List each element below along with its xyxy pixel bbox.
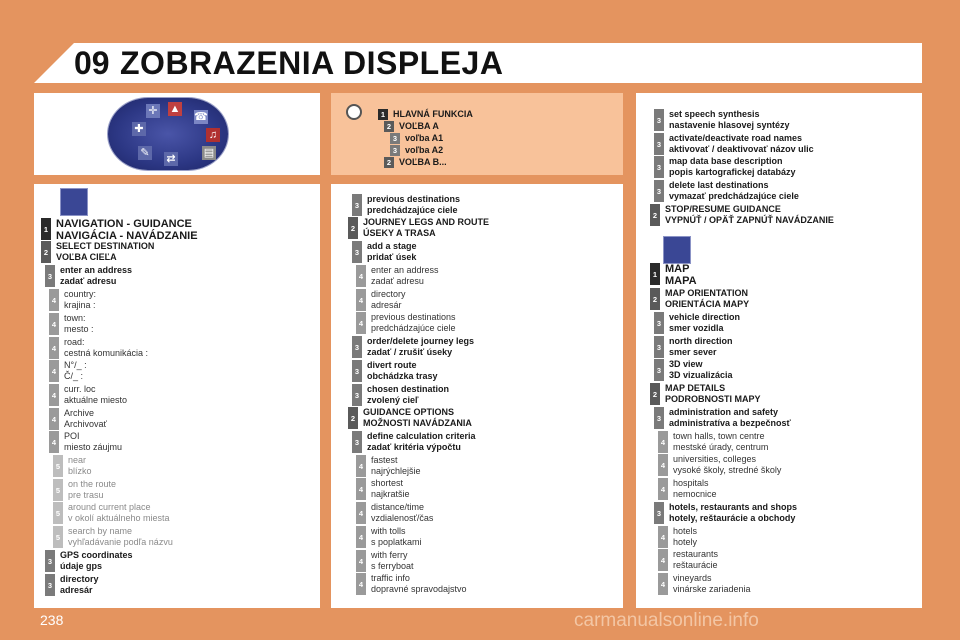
- menu-entry: [356, 455, 421, 477]
- main-function-label: HLAVNÁ FUNKCIA: [393, 109, 473, 119]
- level-badge: 4: [356, 455, 366, 477]
- main-function-label: VOĽBA B...: [399, 157, 447, 167]
- config-icon: ▤: [203, 147, 215, 159]
- menu-entry-label: divert route obchádzka trasy: [367, 360, 438, 381]
- menu-entry-label: MAP DETAILS PODROBNOSTI MAPY: [665, 383, 761, 404]
- menu-entry: [352, 384, 449, 406]
- menu-entry: [53, 502, 170, 524]
- menu-entry-label: town: mesto :: [64, 313, 94, 334]
- level-badge: 3: [654, 109, 664, 131]
- traffic-icon: ⇄: [164, 152, 178, 166]
- menu-entry: [356, 550, 414, 572]
- menu-entry: [650, 204, 834, 226]
- level-badge: 3: [352, 241, 362, 263]
- menu-entry: [49, 337, 148, 359]
- level-badge: 4: [356, 289, 366, 311]
- main-function-entry: [384, 121, 439, 132]
- menu-entry: [654, 133, 814, 155]
- menu-entry-label: hospitals nemocnice: [673, 478, 717, 499]
- chapter-number: 09: [74, 45, 110, 81]
- level-badge: 3: [45, 550, 55, 572]
- menu-entry-label: on the route pre trasu: [68, 479, 117, 500]
- menu-entry-label: GUIDANCE OPTIONS MOŽNOSTI NAVÁDZANIA: [363, 407, 472, 428]
- level-badge: 2: [41, 241, 51, 263]
- level-badge: 4: [658, 431, 668, 453]
- level-badge: 4: [658, 478, 668, 500]
- menu-entry: [356, 265, 439, 287]
- level-badge: 3: [45, 265, 55, 287]
- menu-entry-label: fastest najrýchlejšie: [371, 455, 421, 476]
- menu-entry-label: road: cestná komunikácia :: [64, 337, 149, 358]
- watermark: carmanualsonline.info: [574, 610, 759, 631]
- level-badge: 1: [41, 218, 51, 240]
- menu-entry-label: MAP MAPA: [665, 263, 697, 287]
- page-title: ZOBRAZENIA DISPLEJA: [120, 45, 504, 81]
- menu-entry: [658, 478, 717, 500]
- menu-entry: [650, 263, 697, 287]
- menu-entry: [53, 526, 173, 548]
- level-badge: 4: [49, 337, 59, 359]
- level-badge: 3: [352, 194, 362, 216]
- menu-entry: [658, 454, 781, 476]
- level-badge: 5: [53, 526, 63, 548]
- level-badge: 3: [654, 133, 664, 155]
- menu-entry-label: near blízko: [68, 455, 92, 476]
- phone-icon: ☎: [194, 111, 208, 123]
- menu-entry-label: Archive Archivovať: [64, 408, 107, 429]
- menu-entry: [352, 336, 474, 358]
- main-menu-screenshot: [108, 98, 228, 170]
- level-badge: 1: [378, 109, 388, 120]
- menu-entry-label: activate/deactivate road names aktivovať / deaktivovať názov ulic: [669, 133, 814, 154]
- menu-entry: [49, 408, 107, 430]
- menu-entry-label: curr. loc aktuálne miesto: [64, 384, 128, 405]
- main-function-entry: [384, 157, 447, 168]
- level-badge: 3: [352, 360, 362, 382]
- menu-entry-label: 3D view 3D vizualizácia: [669, 359, 733, 380]
- menu-entry-label: previous destinations predchádzajúce ciele: [367, 194, 461, 215]
- level-badge: 4: [49, 431, 59, 453]
- menu-entry-label: GPS coordinates údaje gps: [60, 550, 133, 571]
- level-badge: 4: [356, 265, 366, 287]
- level-badge: 3: [654, 312, 664, 334]
- level-badge: 3: [352, 384, 362, 406]
- menu-entry-label: hotels hotely: [673, 526, 698, 547]
- level-badge: 2: [384, 157, 394, 168]
- media-icon: ♫: [206, 128, 220, 142]
- menu-entry: [53, 455, 92, 477]
- menu-entry-label: define calculation criteria zadať kritéria výpočtu: [367, 431, 476, 452]
- level-badge: 4: [49, 289, 59, 311]
- menu-entry-label: order/delete journey legs zadať / zrušiť úseky: [367, 336, 475, 357]
- menu-entry-label: with ferry s ferryboat: [371, 550, 414, 571]
- menu-entry: [356, 502, 433, 524]
- menu-entry-label: enter an address zadať adresu: [371, 265, 439, 286]
- menu-entry: [654, 312, 740, 334]
- menu-entry: [53, 479, 116, 501]
- level-badge: 3: [390, 133, 400, 144]
- menu-entry-label: administration and safety administratíva a bezpečnosť: [669, 407, 791, 428]
- menu-entry-label: set speech synthesis nastavenie hlasovej syntézy: [669, 109, 790, 130]
- menu-entry-label: traffic info dopravné spravodajstvo: [371, 573, 467, 594]
- map-icon-large: [663, 236, 691, 264]
- menu-entry: [45, 265, 132, 287]
- menu-entry-label: MAP ORIENTATION ORIENTÁCIA MAPY: [665, 288, 750, 309]
- menu-entry: [356, 312, 456, 334]
- menu-entry: [654, 359, 733, 381]
- level-badge: 3: [654, 502, 664, 524]
- page-number: 238: [40, 612, 64, 628]
- menu-entry: [41, 218, 198, 242]
- tools-icon: ✎: [138, 146, 152, 160]
- menu-entry-label: country: krajina :: [64, 289, 97, 310]
- level-badge: 4: [356, 478, 366, 500]
- menu-entry: [41, 241, 154, 263]
- menu-entry: [654, 180, 799, 202]
- menu-entry-label: with tolls s poplatkami: [371, 526, 422, 547]
- menu-entry-label: chosen destination zvolený cieľ: [367, 384, 450, 405]
- level-badge: 4: [356, 312, 366, 334]
- menu-entry: [650, 383, 761, 405]
- menu-entry: [352, 241, 417, 263]
- level-badge: 1: [650, 263, 660, 285]
- menu-entry: [45, 550, 133, 572]
- menu-entry-label: search by name vyhľadávanie podľa názvu: [68, 526, 173, 547]
- level-badge: 2: [650, 383, 660, 405]
- menu-entry-label: directory adresár: [371, 289, 406, 310]
- menu-entry-label: town halls, town centre mestské úrady, centrum: [673, 431, 769, 452]
- menu-entry-label: SELECT DESTINATION VOĽBA CIEĽA: [56, 241, 155, 262]
- level-badge: 3: [654, 407, 664, 429]
- level-badge: 5: [53, 479, 63, 501]
- level-badge: 4: [658, 549, 668, 571]
- level-badge: 2: [650, 204, 660, 226]
- menu-entry-label: N°/_ : Č/_ :: [64, 360, 87, 381]
- menu-entry: [352, 194, 460, 216]
- menu-entry: [348, 217, 489, 239]
- menu-entry: [654, 407, 791, 429]
- menu-entry: [654, 502, 797, 524]
- level-badge: 2: [650, 288, 660, 310]
- level-badge: 2: [348, 407, 358, 429]
- level-badge: 3: [654, 336, 664, 358]
- menu-entry-label: add a stage pridať úsek: [367, 241, 417, 262]
- menu-entry: [356, 526, 422, 548]
- level-badge: 4: [356, 526, 366, 548]
- menu-entry-label: vehicle direction smer vozidla: [669, 312, 741, 333]
- menu-entry: [49, 431, 122, 453]
- menu-entry: [49, 360, 87, 382]
- navigation-guidance-icon: [60, 188, 88, 216]
- menu-entry-label: shortest najkratšie: [371, 478, 410, 499]
- menu-entry-label: enter an address zadať adresu: [60, 265, 133, 286]
- menu-entry-label: NAVIGATION - GUIDANCE NAVIGÁCIA - NAVÁDZANIE: [56, 218, 198, 242]
- menu-entry-label: STOP/RESUME GUIDANCE VYPNÚŤ / OPÄŤ ZAPNÚŤ NAVÁDZANIE: [665, 204, 834, 225]
- menu-entry-label: delete last destinations vymazať predchádzajúce ciele: [669, 180, 799, 201]
- menu-entry: [654, 109, 790, 131]
- main-function-panel: [331, 93, 623, 175]
- menu-entry-label: north direction smer sever: [669, 336, 733, 357]
- menu-entry: [654, 336, 733, 358]
- level-badge: 2: [348, 217, 358, 239]
- menu-entry-label: vineyards vinárske zariadenia: [673, 573, 751, 594]
- menu-entry: [658, 431, 768, 453]
- level-badge: 4: [49, 384, 59, 406]
- main-function-entry: [378, 109, 473, 120]
- level-badge: 3: [654, 359, 664, 381]
- menu-entry-label: JOURNEY LEGS AND ROUTE ÚSEKY A TRASA: [363, 217, 490, 238]
- menu-entry: [658, 526, 697, 548]
- menu-entry-label: POI miesto záujmu: [64, 431, 123, 452]
- menu-entry-label: previous destinations predchádzajúce ciele: [371, 312, 456, 333]
- level-badge: 3: [390, 145, 400, 156]
- level-badge: 4: [658, 573, 668, 595]
- level-badge: 3: [654, 180, 664, 202]
- level-badge: 5: [53, 455, 63, 477]
- menu-entry: [348, 407, 472, 429]
- menu-entry-label: directory adresár: [60, 574, 99, 595]
- main-function-label: voľba A1: [405, 133, 444, 143]
- menu-entry: [49, 313, 94, 335]
- menu-entry: [352, 360, 438, 382]
- level-badge: 4: [356, 573, 366, 595]
- menu-entry-label: map data base description popis kartografickej databázy: [669, 156, 796, 177]
- level-badge: 3: [654, 156, 664, 178]
- map-icon: ✚: [132, 122, 146, 136]
- level-badge: 3: [352, 336, 362, 358]
- menu-entry: [356, 478, 410, 500]
- menu-entry: [650, 288, 749, 310]
- menu-entry-label: universities, colleges vysoké školy, stredné školy: [673, 454, 782, 475]
- main-function-label: VOĽBA A: [399, 121, 439, 131]
- menu-entry: [654, 156, 796, 178]
- main-function-entry: [390, 145, 443, 156]
- level-badge: 3: [45, 574, 55, 596]
- level-badge: 4: [49, 313, 59, 335]
- menu-entry: [356, 289, 406, 311]
- menu-entry: [49, 289, 96, 311]
- menu-entry-label: distance/time vzdialenosť/čas: [371, 502, 434, 523]
- level-badge: 4: [49, 408, 59, 430]
- menu-entry: [356, 573, 467, 595]
- menu-entry: [49, 384, 127, 406]
- level-badge: 4: [356, 550, 366, 572]
- menu-entry-label: hotels, restaurants and shops hotely, reštaurácie a obchody: [669, 502, 798, 523]
- level-badge: 4: [658, 526, 668, 548]
- warning-icon: ▲: [169, 103, 181, 115]
- menu-entry: [45, 574, 99, 596]
- menu-entry-label: around current place v okolí aktuálneho miesta: [68, 502, 170, 523]
- level-badge: 4: [49, 360, 59, 382]
- main-function-label: voľba A2: [405, 145, 444, 155]
- menu-entry: [658, 573, 751, 595]
- level-badge: 4: [658, 454, 668, 476]
- navigation-icon: ✛: [146, 104, 160, 118]
- level-badge: 4: [356, 502, 366, 524]
- menu-entry-label: restaurants reštaurácie: [673, 549, 719, 570]
- level-badge: 3: [352, 431, 362, 453]
- main-function-entry: [390, 133, 443, 144]
- level-badge: 5: [53, 502, 63, 524]
- menu-entry: [352, 431, 476, 453]
- level-badge: 2: [384, 121, 394, 132]
- sun-icon: [346, 104, 362, 120]
- menu-entry: [658, 549, 718, 571]
